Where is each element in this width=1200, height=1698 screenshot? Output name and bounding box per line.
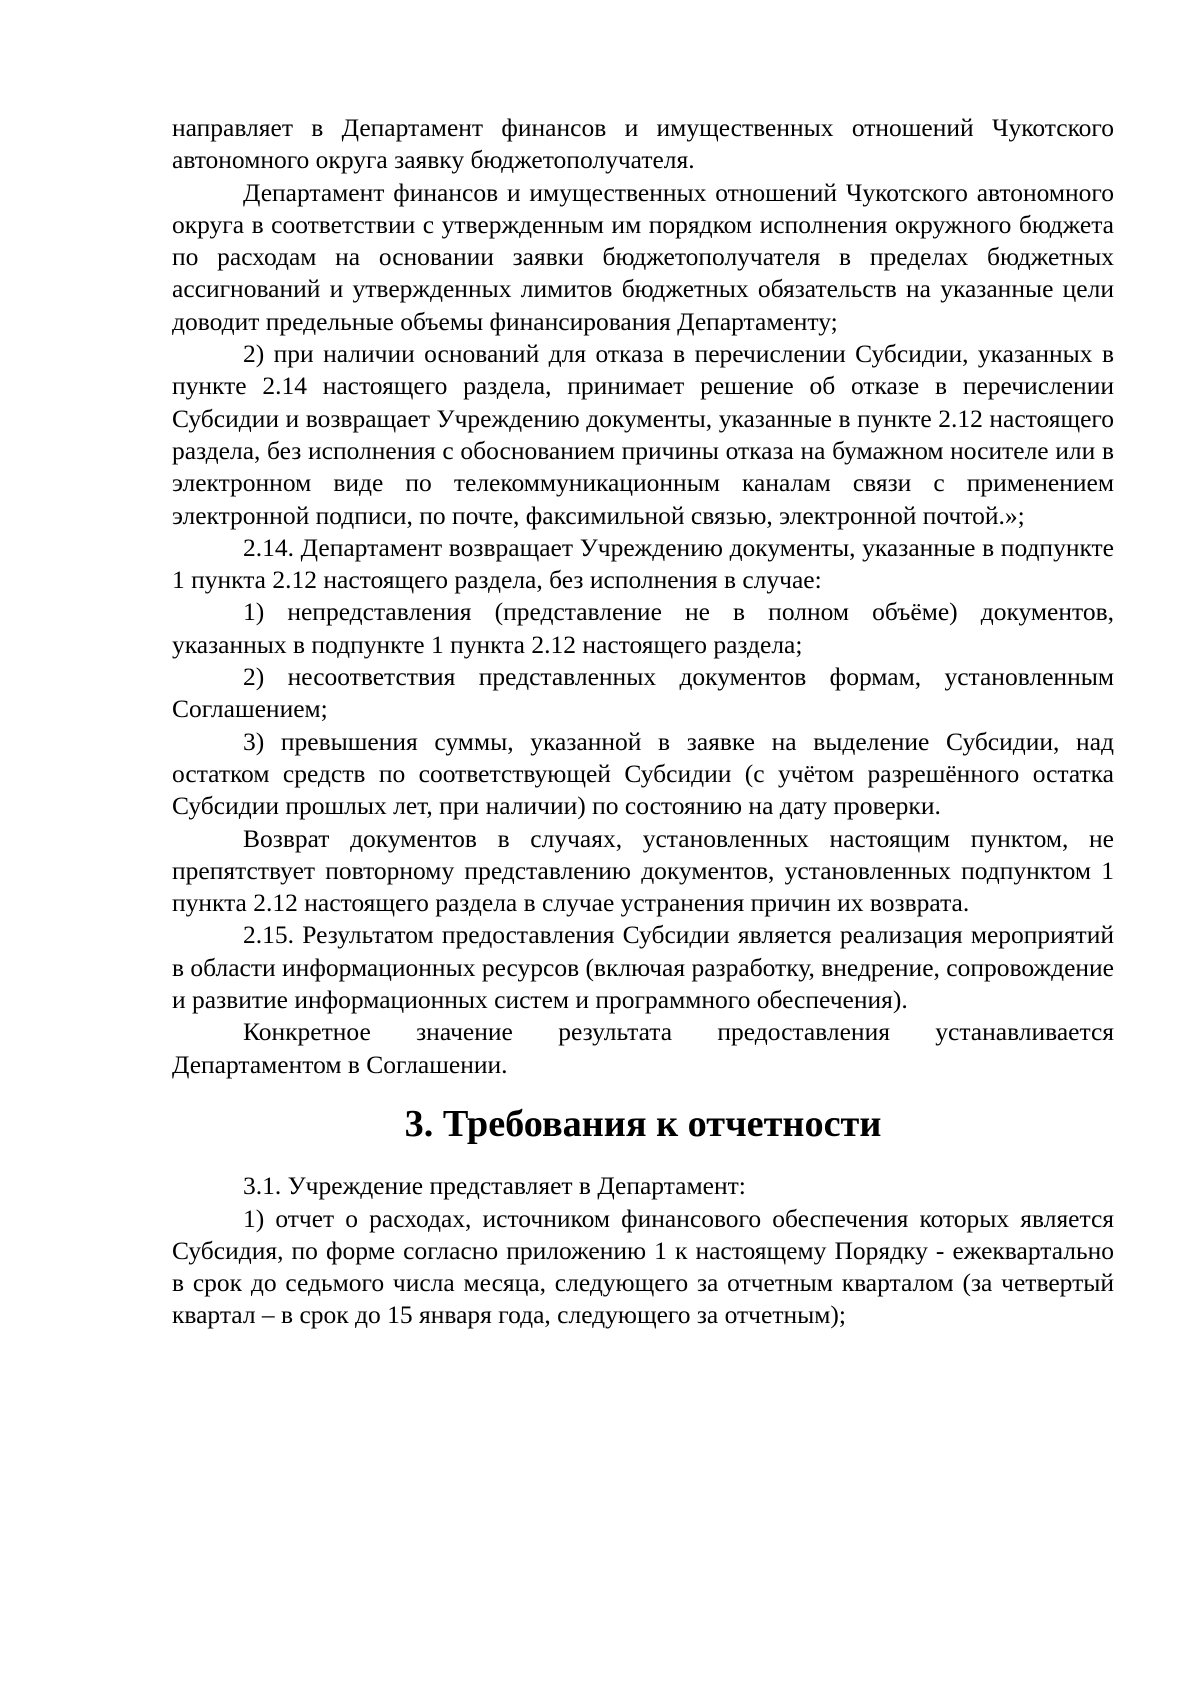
paragraph: 3) превышения суммы, указанной в заявке на выделение Субсидии, над остатком средств по соответствующей Субсидии (с учётом разрешённого остатка Субсидии прошлых лет, при наличии) по состоянию на дату проверки. [172,726,1114,821]
section-heading: 3. Требования к отчетности [404,1102,882,1145]
paragraph: 2) при наличии оснований для отказа в перечислении Субсидии, указанных в пункте 2.14 настоящего раздела, принимает решение об отказе в перечислении Субсидии и возвращает Учреждению документы, указанные в пункте 2.12 настоящего раздела, без исполнения с обоснованием причины отказа на бумажном носителе или в электронном виде по телекоммуникационным каналам связи с применением электронной подписи, по почте, факсимильной связью, электронной почтой.»; [172,339,1114,530]
section-heading-block [172,1081,1114,1170]
document-page [172,112,1114,1332]
paragraph: направляет в Департамент финансов и имущественных отношений Чукотского автономного округа заявку бюджетополучателя. [172,113,1114,175]
paragraph: 2.14. Департамент возвращает Учреждению документы, указанные в подпункте 1 пункта 2.12 настоящего раздела, без исполнения в случае: [172,532,1114,595]
paragraph: Конкретное значение результата предоставления устанавливается Департаментом в Соглашении. [172,1017,1114,1079]
paragraph: Департамент финансов и имущественных отношений Чукотского автономного округа в соответствии с утвержденным им порядком исполнения окружного бюджета по расходам на основании заявки бюджетополучателя в пределах бюджетных ассигнований и утвержденных лимитов бюджетных обязательств на указанные цели доводит предельные объемы финансирования Департаменту; [172,177,1114,336]
paragraph: 1) непредставления (представление не в полном объёме) документов, указанных в подпункте 1 пункта 2.12 настоящего раздела; [172,597,1114,659]
paragraph: Возврат документов в случаях, установленных настоящим пунктом, не препятствует повторному представлению документов, установленных подпунктом 1 пункта 2.12 настоящего раздела в случае устранения причин их возврата. [172,823,1114,918]
paragraph: 2.15. Результатом предоставления Субсидии является реализация мероприятий в области информационных ресурсов (включая разработку, внедрение, сопровождение и развитие информационных систем и программного обеспечения). [172,920,1114,1015]
paragraph: 3.1. Учреждение представляет в Департамент: [243,1171,746,1201]
paragraph: 1) отчет о расходах, источником финансового обеспечения которых является Субсидия, по форме согласно приложению 1 к настоящему Порядку - ежеквартально в срок до седьмого числа месяца, следующего за отчетным кварталом (за четвертый квартал – в срок до 15 января года, следующего за отчетным); [172,1203,1114,1330]
paragraph: 2) несоответствия представленных документов формам, установленным Соглашением; [172,662,1114,724]
